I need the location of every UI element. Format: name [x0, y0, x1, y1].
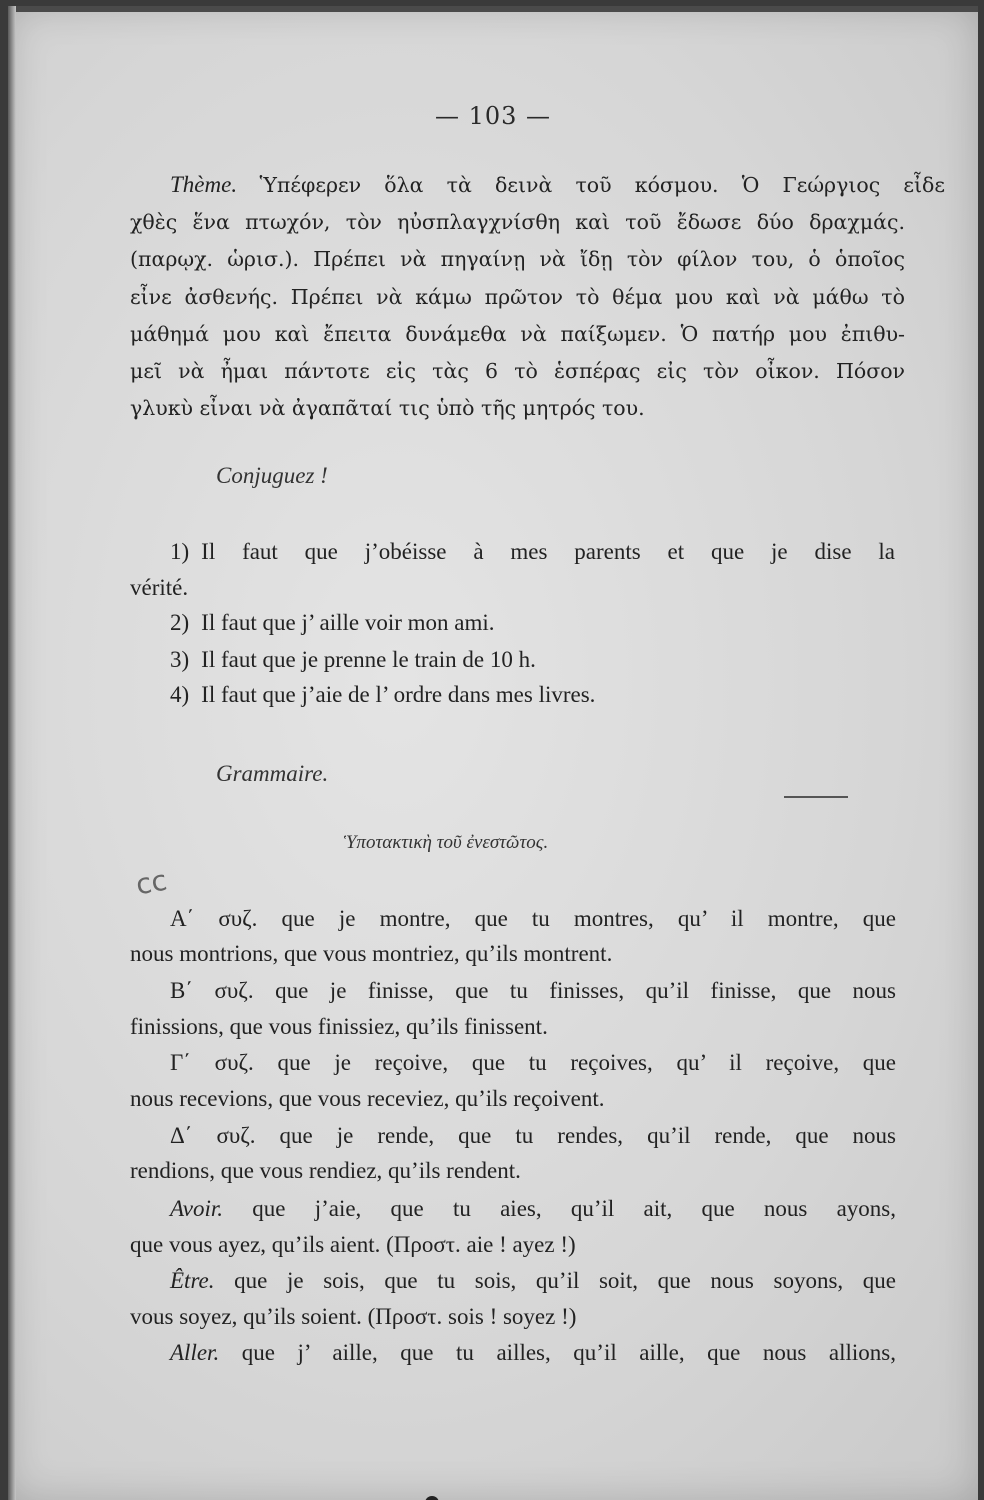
conjuguez-item [170, 539, 895, 565]
grammar-line [170, 1340, 896, 1366]
grammar-line [130, 1158, 521, 1184]
line-lead: Γ΄ συζ. [170, 1050, 254, 1075]
grammaire-subtitle: Ὑποτακτικὴ τοῦ ἐνεστῶτος. [344, 832, 549, 853]
line-text: vous soyez, qu’ils soient. (Προστ. sois ! soyez !) [130, 1304, 577, 1329]
grammar-line [130, 1086, 605, 1112]
line-text: que je finisse, que tu finisses, qu’il finisse, que nous [275, 978, 897, 1003]
conjuguez-item [170, 610, 495, 636]
item-text: Il faut que j’obéisse à mes parents et que je dise la [201, 539, 895, 564]
grammar-line [130, 1014, 548, 1040]
line-lead: Β΄ συζ. [170, 978, 254, 1003]
line-text: que j’aie, que tu aies, qu’il ait, que nous ayons, [252, 1196, 897, 1221]
conjuguez-item [130, 575, 188, 601]
page-top-edge [8, 6, 978, 12]
line-lead: Δ΄ συζ. [170, 1123, 256, 1148]
item-text: Il faut que je prenne le train de 10 h. [201, 647, 536, 672]
theme-text: Ὑπέφερεν ὅλα τὰ δεινὰ τοῦ κόσμου. Ὁ Γεώργιος εἶδε [259, 173, 946, 197]
ink-dash [784, 796, 848, 798]
page-number: — 103 — [434, 102, 552, 130]
grammar-line [170, 1050, 896, 1076]
line-text: que je sois, que tu sois, qu’il soit, que nous soyons, que [234, 1268, 897, 1293]
line-text: nous montrions, que vous montriez, qu’ils montrent. [130, 941, 613, 966]
line-text: rendions, que vous rendiez, qu’ils rendent. [130, 1158, 521, 1183]
item-number: 1) [170, 539, 190, 564]
line-lead: Avoir. [170, 1196, 224, 1221]
grammar-line [130, 1232, 576, 1258]
line-text: que je reçoive, que tu reçoives, qu’ il reçoive, que [277, 1050, 896, 1075]
theme-line [170, 172, 945, 198]
theme-line: μάθημά μου καὶ ἔπειτα δυνάμεθα νὰ παίξωμεν. Ὁ πατήρ μου ἐπιθυ- [130, 322, 905, 346]
theme-label: Thème. [170, 172, 238, 197]
ink-blot [425, 1496, 439, 1500]
line-text: que vous ayez, qu’ils aient. (Προστ. aie ! ayez !) [130, 1232, 576, 1257]
theme-line: μεῖ νὰ ἦμαι πάντοτε εἰς τὰς 6 τὸ ἑσπέρας εἰς τὸν οἶκον. Πόσον [130, 359, 905, 383]
theme-line: εἶνε ἀσθενής. Πρέπει νὰ κάμω πρῶτον τὸ θέμα μου καὶ νὰ μάθω τὸ [130, 285, 905, 309]
item-number: 2) [170, 610, 190, 635]
page-binding-edge [8, 6, 16, 1500]
theme-line: χθὲς ἕνα πτωχόν, τὸν ηὐσπλαγχνίσθη καὶ τοῦ ἔδωσε δύο δραχμάς. [130, 210, 905, 234]
item-text: Il faut que j’aie de l’ ordre dans mes livres. [201, 682, 596, 707]
line-text: que j’ aille, que tu ailles, qu’il aille, que nous allions, [241, 1340, 896, 1365]
grammar-line [170, 1196, 896, 1222]
grammaire-heading: Grammaire. [216, 761, 329, 786]
grammar-line [170, 906, 896, 932]
line-text: nous recevions, que vous receviez, qu’ils reçoivent. [130, 1086, 605, 1111]
line-lead: Être. [170, 1268, 215, 1293]
grammar-line [170, 1268, 896, 1294]
line-text: que je rende, que tu rendes, qu’il rende, que nous [279, 1123, 897, 1148]
theme-line: (παρῳχ. ὡρισ.). Πρέπει νὰ πηγαίνῃ νὰ ἴδῃ τὸν φίλον του, ὁ ὁποῖος [130, 247, 905, 271]
line-text: que je montre, que tu montres, qu’ il montre, que [281, 906, 896, 931]
conjuguez-item [170, 647, 536, 673]
grammar-line [130, 941, 612, 967]
conjuguez-heading: Conjuguez ! [216, 463, 328, 488]
line-text: finissions, que vous finissiez, qu’ils finissent. [130, 1014, 548, 1039]
item-number: 3) [170, 647, 190, 672]
line-lead: Α΄ συζ. [170, 906, 258, 931]
line-lead: Aller. [170, 1340, 220, 1365]
grammar-line [130, 1304, 576, 1330]
grammar-line [170, 1123, 896, 1149]
item-text: vérité. [130, 575, 189, 600]
theme-line: γλυκὺ εἶναι νὰ ἀγαπᾶταί τις ὑπὸ τῆς μητρός του. [130, 396, 645, 420]
item-number: 4) [170, 682, 190, 707]
pencil-margin-note: cc [133, 863, 170, 902]
book-page [8, 6, 978, 1500]
grammar-line [170, 978, 896, 1004]
item-text: Il faut que j’ aille voir mon ami. [201, 610, 495, 635]
conjuguez-item [170, 682, 595, 708]
